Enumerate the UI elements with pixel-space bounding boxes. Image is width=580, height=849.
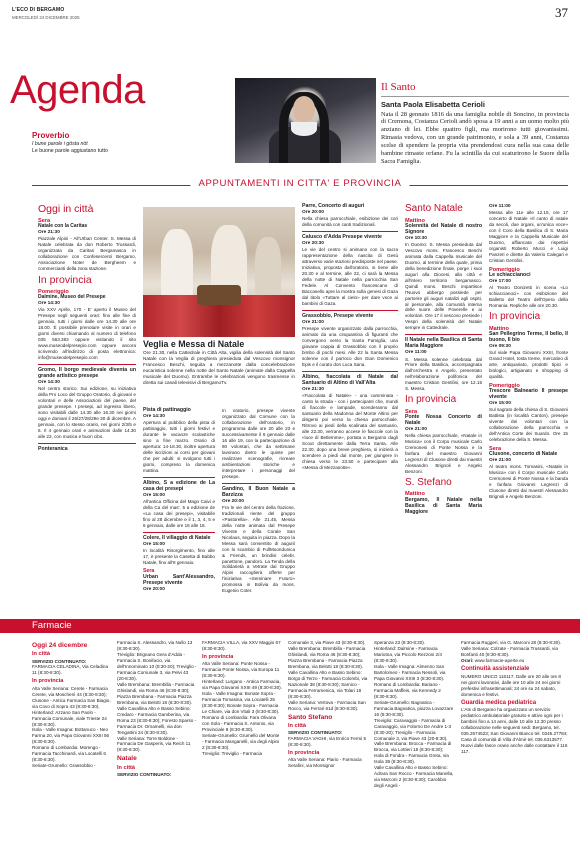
event-time: Ore 21:00 (489, 458, 511, 464)
event-text: Piazzale Alpini - All'Urban Center. S. Messa di Natale celebrata da don Roberto Trussardi, organizzata da Caritas Bergamasca in collaborazione con Confesercenti Bergamo, Associazione Noter de Bergheem e commercianti della zona stazione. (38, 236, 136, 271)
farmacie-entry: Valle Cavallina Alto e Basso Sebino: Adrara San Rocco - Farmacia Manella, via Marconi 2 (8:30-8:30); Carobbio degli Angeli - (374, 765, 454, 789)
time-heading: Pomeriggio (489, 382, 520, 389)
event-text: «Fiaccolata di Natale» - una camminata - canto la strada - con i partecipanti che, muniti di fiaccole e lampade, scenderanno dal santuario della Madonna del Monte Altino per dirigersi poi verso la chiesa parrocchiale. Ritrovo ai piedi della scalinata del santuario, alle 22.30, verranno accese le fiaccole con la «luce di Betlemme», portata a Bergamo dagli Scout direttamente dalla Terra Santa. Alle 22.30, dopo una breve preghiera, si inizierà a scendere a piedi dal monte, per giungere in chiesa verso le 23.50 e partecipare alla «Messa di Mezzanotte». (302, 393, 398, 470)
farmacie-entry: Valle Cavallina Alto e Basso Sebino: Credaro - Farmacia Gamberina, via Roma 23 (8:30-8:30); Foresto Sparso - Farmacia Dr. Ornamelli, via don Tengattini 24 (8:30-8:30). (117, 705, 197, 735)
event-title: Natale con la Caritas (38, 223, 88, 230)
event-title: Albino, fiaccolata di Natale dal Santuario di Altino di Vall'Alta (302, 374, 398, 386)
veglia-title: Veglia e Messa di Natale (143, 339, 245, 349)
event-text: Apertura al pubblico della pista di pattinaggio, tutti i giorni festivi e durante le vacanze scolastiche sino a fine marzo. Orario di apertura: 14-18.30, inoltre apertura delle iscrizioni ai corsi per giovani che per adulti: si svolgono tutti i giorni, compreso la domenica mattina. (143, 420, 215, 473)
proverbio-translation: Le buone parole aggiustano tutto (32, 147, 108, 154)
farmacie-entry: Seriate-Grumello: Bagnatica - Farmacia Bagnatica, piazza Lovazzare 16 (8:30-8:30). (374, 699, 454, 717)
appointments-band (32, 174, 568, 198)
section-heading: In provincia (489, 311, 541, 323)
saint-portrait-image (235, 78, 376, 163)
farmacie-orari-label: Orari: (461, 657, 474, 663)
farmacie-service: SERVIZIO CONTINUATO: (117, 771, 172, 777)
farmacie-entry: Hinterland: Azzano San Paolo - Farmacia Comunale, viale Trieste 24 (8:30-8:30). (32, 709, 107, 727)
agenda-column-4 (302, 204, 398, 473)
veglia-body: Ore 21.30, nella Cattedrale in Città Alta, vigilia della solennità del Santo Natale con la Veglia di preghiera presieduta dal Vescovo monsignor Francesco Beschi, seguita a mezzanotte dalla concelebrazione eucaristica solenne nella notte del Santo Natale (animate dalla Cappella musicale del Duomo). Entrambe le celebrazioni vengono trasmesse in diretta sui canali televisivi di BergamoTv. (143, 350, 295, 386)
event-time: Ore 11:00 (489, 204, 511, 209)
farmacie-entry: Valle Seriana: Colzate - Farmacia Trussardi, via Bonfanti 40 (8:30-8:30). (461, 645, 558, 657)
farmacie-entry: FARMACIA VILLA, via XXV Maggio 67 (8:30-8:30). (202, 640, 281, 651)
event-title: Ponteranica (38, 445, 68, 452)
event-title: Ponte Nossa Concerto di Natale (405, 413, 482, 426)
guardia-medica-heading: Guardia medica pediatrica (461, 699, 537, 706)
farmacie-entry: Valle Seriana: Torre Boldone - Farmacia De Gasperis, via Reich 11 (8:30-8:30). (117, 735, 191, 753)
agenda-column-3 (222, 408, 295, 596)
event-time: Ore 15:00 (489, 400, 511, 406)
farmacie-column-6 (461, 640, 568, 755)
event-time: Ore 14:30 (38, 300, 60, 306)
farmacie-entry: Alta Valle Seriana: Piario - Farmacia Serafini, via Monsignor (288, 757, 362, 769)
agenda-column-6 (489, 204, 568, 502)
farmacie-column-5 (374, 640, 454, 789)
farmacie-area: In città (117, 764, 136, 771)
farmacie-orari (461, 658, 568, 664)
event-text: Sul sagrato della chiesa di S. Giovanni Battista (in località Canton), presepe vivente dei volontari con la collaborazione della parrocchia e dell'Antica Corte dei Suardo. Ore 15 celebrazione della S. Messa. (489, 407, 568, 442)
guardia-medica-text: L'Ats di Bergamo ha organizzato un servizio pediatrico ambulatoriale gratuito e attivo ogni per i bambini fino a 14 anni, dalle 10 alle 12.30 presso collaborazione nelle seguenti sedi: Bergamo, tel. 035.2674523; San Giovanni Bianco tel. 0345.27784; Casa di comunità di Villa d'Almè tel. 035.6313577. Nuovi dalle fasce orarie anche dalle contattare il 116 117. (461, 707, 568, 755)
event-time: Ore 17:00 (489, 279, 511, 285)
event-title: Pista di pattinaggio (143, 407, 191, 413)
proverbio-box (32, 131, 207, 155)
event-text: Fra le vie del centro della frazione, tradizionali riente del gruppo «Pastorella». Alle 21.45, Messa della notte animata dal Presepe Vivente e della Corale San Nicolaus, seguita in piazza. Dopo la Messa sarà consentito di augurii con lo scambio di FullMoondunica & Friends, un brindisi celebr, panettone, pandoro. La Tenda della Solidarietà a Vetrate dal Gruppo Alpini raccoglierà offerte per l'iniziativa «Seminare Futuro» promossa in Bolivia da mons. Eugenio Coter. (222, 504, 295, 594)
time-heading: Pomeriggio (489, 266, 520, 273)
event-text: Al teatro mons. Tomasini, «Natale in Musica» con il Corpo musicale Carlo Cremonesi di Ponte Nossa e la banda e fanfara Giovanni Legrenzi di Clusone diretti dai maestri Alessandro Brignoli e Angelo Benzoni. (489, 464, 568, 500)
farmacie-entry: Valle Brembana: Brocca - Farmacia di Brocca, via Lottieri 18 (8:30-8:30); Isola di Fondra - Farmacia Greta, via Isola 38 (8:30-8:30). (374, 741, 452, 765)
time-heading: Sera (489, 445, 502, 452)
farmacie-entry: Isola - Valle Imagna: Bonate Sopra - Farmacia Tomasina, via Locatelli 25 (8:30-8:30); Bonate Sopra - Farmacia Le Chiare, via don Vitali 3 (8:30-8:30). (202, 691, 280, 714)
farmacie-entry: FARMACIA CELADINA, Via Celadina 11 (8:30-8:30). (32, 664, 108, 676)
farmacie-day: Oggi 24 dicembre (32, 642, 88, 649)
saint-heading: Il Santo (381, 81, 416, 93)
event-time: Ore 15:00 (143, 541, 165, 547)
farmacie-area: In città (32, 651, 51, 658)
time-heading: Mattino (489, 325, 509, 332)
farmacie-entry: Valle Brembana: Brembilla - Farmacia Ghislandi, via Roma 46 (8:30-8:30); Piazza Brembana - Farmacia Piazza Brembana, via Belotti 18 (8:30-8:30). (288, 645, 366, 669)
farmacie-entry: Romano di Lombardia: Fara Olivana con Sola - Farmacia S. Antonio, via Provinciale 8 (8:30-8:30). (202, 714, 277, 732)
farmacie-service: SERVIZIO CONTINUATO: (288, 730, 343, 736)
event-time: Ore 21:00 (405, 426, 427, 432)
continuita-text: NUMERO UNICO 116117. Dalle ore 20 alle ore 8 nei giorni lavorativi, dalle ore 10 alle 24 nei giorni prefestivi infrasettimanali; 24 ore su 24 sabato, domenica e festivi. (461, 673, 561, 697)
section-heading: In provincia (38, 273, 92, 286)
event-title: Trescore Balneario Il presepe vivente (489, 387, 568, 400)
section-title: Agenda (10, 68, 145, 112)
farmacie-entry: Hinterland: Lurgano - Antica Farmacia, via Papa Giovanni XXIII 49 (8:30-8:30). (202, 679, 282, 691)
event-text: Nella chiesa parrocchiale, «Natale in Musica» con il Corpo musicale Carlo Cremonesi di Ponte Nossa e la fanfara del maestro Giovanni Legrenzi di Clusone diretti dai maestri Alessandro Brignoli e Angelo Benzoni. (405, 433, 482, 474)
farmacie-entry: FARMACIA VAGHI, via Enrico Fermi 5 (8:30-8:30). (288, 736, 367, 748)
agenda-column-1 (38, 204, 136, 453)
event-title: Bergamo, Il Natale nella Basilica di Santa Maria Maggiore (405, 496, 482, 515)
event-title: Calusco d'Adda Presepe vivente (302, 234, 382, 241)
nativity-photo (143, 207, 295, 337)
farmacie-entry: Romano di Lombardia: Bariano - Farmacia Maffeis, via Kennedy 2 (8:30-8:30). (374, 681, 441, 699)
event-text: Messa alle 11e alle 12.15, ore 17 concerto di Natale «Il canto di natale da secoli, due organi, un'unica voce» con il Coro della Basilica di S. Maria Maggiore e la Cappella Musicale del Duomo, affiancata dai rispettivi organisti Roberto Mucci e Luigi Panzeri e dirette da Valerio Calegari e Cristian Gentilini. (489, 210, 568, 263)
event-time: Ore 20:00 (222, 498, 244, 504)
farmacie-entry: Treviglio: Treviglio - Farmacia (202, 750, 263, 756)
event-title: Gandino, Il Buon Natale a Barzizza (222, 485, 295, 498)
event-title: Albino, S a edizione de La casa dei presepi (143, 479, 215, 492)
section-heading: Santo Natale (405, 203, 463, 214)
farmacie-entry: Romano di Lombardia: Morengo - Farmacia Tacchinardi, via Locatelli 6 (8:30-8:30). (32, 745, 106, 763)
time-heading: Sera (38, 218, 51, 225)
saint-box (381, 79, 569, 166)
event-title: San Pellegrino Terme, Il bello, Il buono, Il bio (489, 330, 568, 343)
event-title: Dalmine, Museo del Presepe (38, 294, 106, 301)
event-text: Presepe vivente organizzato dalla parrocchia, animato da una cinquantina di figuranti che convergono verso la Santa Famiglia, una giovane coppia di Grassobbio con il proprio bimbo di pochi mesi. Alle 22 la Santa Messa solenne con il parroco don Gian Domenico Epis e il curato don Luca Sana. (302, 326, 398, 368)
time-heading: Pomeriggio (38, 288, 69, 295)
proverbio-dialect: I bune parole i gösta nöt (32, 141, 88, 148)
event-time: Ore 14:30 (143, 413, 165, 419)
farmacie-title: Farmacie (32, 620, 72, 631)
continuita-heading: Continuità assistenziale (461, 665, 530, 672)
newspaper-name: L'ECO DI BERGAMO (12, 7, 65, 13)
farmacie-area: In provincia (288, 750, 320, 757)
farmacie-entry: Treviglio: Brignano Gera d'Adda - Farmacia S. Bonifacio, via dell'Innominato 10 (8:30-20); Treviglio - Farmacia Comunale 3, via Pelvi 43 (20-8:30). (117, 651, 197, 681)
section-heading: In provincia (405, 394, 457, 406)
event-time: Ore 11:00 (405, 350, 427, 356)
event-time: Ore 15:00 (143, 492, 165, 498)
farmacie-column-2 (117, 640, 197, 778)
event-text: In oratorio, presepe vivente organizzato dal Comune con la collaborazione dell'oratorio, in programma dalle ore 20 alle 23 e successivamente il 6 gennaio dalle 16 alle 19, con la partecipazione di 80 volontari, che da settimane lavorano dietro le quinte per realizzare scenografie, ricreare ambientazioni storiche e interpretare i personaggi del presepe. (222, 408, 295, 479)
event-text: In Duomo: S. Messa presieduta dal Vescovo mons. Francesco Beschi animata dalla Cappella musicale del Duomo, al termine della quale, prima della benedizione finale, porge i suoi auguri alla Diocesi, alla città e all'intero territorio bergamasco. Quindi mons. Beschi impartisce l'Nuovo abbergo possiede per partorire gli auguri natalizi agli ospiti, al personale, alla comunità interna delle suore delle Poverelle e ai volontari. Ore 17 il vescovo presiede i Vespri della solennità del Natale sempre in Cattedrale. (405, 241, 482, 331)
event-text: Al Teatro Donizetti in scena «Lo schiaccianoci» con esibizione del Balletto del Teatro dell'Opera della Romania. Repliche alle ore 20.30. (489, 285, 568, 309)
event-time: Ore 10:30 (405, 235, 427, 241)
event-text: Le vie del centro si animano con la sacra rappresentazione della nascita di Gesù attraverso varie stazioni predisposte nel paese. Iniziativa, proposta dall'oratorio, si tiene alle 20.30 e al termine, alle 22, ci sarà la Messa della notte di Natale nella parrocchia San Fedele. Al Convento francescano di Baccanello apre la mostra sulla genesi di Gaza dal titolo «Tuttare al cielo» per dare voce ai bambini di Gaza. (302, 247, 399, 307)
saint-name: Santa Paola Elisabetta Cerioli (381, 100, 485, 110)
event-time: Ore 14:30 (38, 379, 60, 385)
event-time: Ore 09:30 (489, 343, 511, 349)
agenda-column-5 (405, 204, 482, 515)
farmacie-entry: Hinterland: Dalmine - Farmacia Mariotna, via Piccolo Rezzoni 2/4 (8:30-8:30). (374, 645, 442, 663)
issue-date: MERCOLEDÌ 24 DICEMBRE 2025 (12, 14, 80, 20)
event-time: Ore 20:30 (302, 241, 324, 247)
time-heading: Sera (405, 408, 418, 415)
farmacie-entry: Treviglio: Caravaggio - Farmacia di Caravaggio, via Folorno De Andre 1-3 (8:30-20); Treviglio - Farmacia Comunale 3, via Piave 43 (20-8:30). (374, 717, 452, 741)
page-number: 37 (555, 5, 568, 20)
saint-body: Nata il 28 gennaio 1816 da una famiglia nobile di Soncino, in provincia di Cremona, Costanza Cerioli andò sposa a 19 anni a un uomo molto più anziano di lei. Ebbe quattro figli, ma morirono tutti giovanissimi. Rimasta vedova, con un grande patrimonio, e sola a 39 anni, Costanza scelse di spendere la propria vita prendendosi cura nella sua casa delle bambine rimaste orfane. Fu la scintilla da cui scaturirono le Suore della Sacra Famiglia. (381, 110, 569, 165)
farmacie-orari-link[interactable]: www.farmacie-aperte.eu (474, 657, 525, 663)
event-time: Ore 20:00 (143, 586, 165, 592)
farmacie-entry: Comunale 3, via Piave 43 (8:30-8:30). (288, 640, 366, 645)
event-time: Ore 21:00 (302, 320, 324, 325)
event-title: Parre, Concerto di auguri (302, 203, 365, 209)
farmacie-entry: Isola - Valle Imagna: Bottanuco - Neo Farma 20, via Papa Giovanni XXIII 56 (8:30-8:30). (32, 727, 110, 745)
event-text: In località Risorgimento, fino alle 17, è presente la Casetta di Babbo Natale, fino all'8 gennaio. (143, 548, 215, 566)
section-heading: S. Stefano (405, 476, 452, 488)
masthead (12, 7, 568, 23)
farmacie-day: Natale (117, 755, 137, 763)
event-time: Ore 21:30 (302, 386, 324, 392)
event-title: Il Natale nella Basilica di Santa Maria Maggiore (405, 337, 482, 350)
farmacie-entry: Farmacia S. Alessandro, via Nullo 13 (8:30-8:30). (117, 640, 193, 651)
farmacie-column-4 (288, 640, 368, 769)
farmacie-entry: Speranza 23 (8:30-8:30). (374, 640, 426, 645)
event-title: Grassobbio, Presepe vivente (302, 313, 374, 320)
farmacie-day: Santo Stefano (288, 713, 333, 721)
event-text: Via XXV Aprile, 170 - E' aperto il Museo del Presepe negli seguenti orari: fino alle fine di gennaio, tutti i giorni dalle ore 14.30 alle ore 18.00. È possibile prenotare visite in orari e giorni diversi chiamando al numero di telefono 035 563.383 oppure visitando il sito www.museodelpresepio.com oppure ancora scrivendo all'indirizzo di posta elettronica: info@museodelpresepio.com (38, 307, 136, 360)
farmacie-entry: Valle Cavallina Alto e Basso Sebino: Borgo di Terzo - Farmacia Colombi, via Nazionale 38 (8:30-8:30); Sarnico - Farmacia Ferramenica, via Tolari 18 (8:30-8:30). (288, 669, 368, 699)
farmacie-column-1 (32, 640, 112, 769)
event-text: All'antica Officina del Mago Caivi e della Ca del mas'. 5 a edizione de «La casa dei presepi», visitabile fino al 28 dicembre e il 1, 3, 4, 5 e 6 gennaio, dalle ore 15 alle 18. (143, 499, 215, 528)
farmacie-entry: Farmacia Ruggeri, via G. Marconi 28 (8:30-8:30). (461, 640, 562, 645)
farmacie-entry: Alta Valle Seriana: Ponte Nossa - Farmacia Ponte Nossa, via Europa 11 (8:30-8:30). (202, 661, 280, 679)
time-heading: Mattino (405, 217, 425, 224)
event-title: Urban Sant'Alessandro, Presepe vivente (143, 573, 215, 586)
proverbio-title: Proverbio (32, 131, 70, 140)
appointments-band-label: APPUNTAMENTI IN CITTA' E PROVINCIA (190, 178, 409, 190)
farmacie-entry: Alta Valle Seriana: Cerete - Farmacia Cerete, via Moschenì 44 (8:30-8:30); Clusone - Antica Farmacia San Biagio, via Covo di Sopra 43 (8:30-8:30). (32, 685, 111, 709)
event-title: Solennità del Natale di nostro Signore (405, 222, 482, 235)
event-time: Ore 21:30 (38, 229, 60, 235)
farmacie-area: In provincia (32, 678, 64, 685)
event-title: Gromo, Il borgo medievale diventa un grande artistico presepe (38, 366, 136, 379)
farmacie-entry: Isola - Valle Imagna: Almenno San Bartolomeo - Farmacia Nessoli, via Papa Giovanni XXIII 3 (8:30-8:30). (374, 663, 446, 681)
farmacie-service: SERVIZIO CONTINUATO: (32, 658, 87, 664)
farmacie-banner (0, 619, 580, 633)
farmacie-entry: Seriate-Grumello: Grumello del Monte - Farmacia Manganelli, via degli Alpini 2 (8:30-8:30). (202, 732, 280, 750)
event-title: Clusone, concerto di Natale (489, 451, 558, 458)
event-title: Le schiaccianoci (489, 272, 531, 279)
agenda-column-2 (143, 408, 215, 593)
farmacie-column-3 (202, 640, 282, 757)
farmacie-entry: Seriate-Grumello: Grassobbio - (32, 763, 96, 769)
farmacie-area: In città (288, 722, 307, 729)
event-text: Nella chiesa parrocchiale, esibizione dei cori della comunità con canti tradizionali. (302, 216, 398, 228)
farmacie-area: In provincia (202, 653, 234, 660)
section-heading: Oggi in città (38, 203, 94, 215)
event-text: Sul viale Papa Giovanni XXIII, fronte Grand Hotel, tosta treme, mercatino di arte, antiquariato, prodotti tipici e biologici, artigianato e shopping di qualità. (489, 349, 568, 379)
farmacie-entry: Valle Brembana: Brembilla - Farmacia Ghislandi, via Roma 46 (8:30-8:30); Piazza Brembana - Farmacia Piazza Brembana, via Belotti 18 (8:30-8:30). (117, 681, 195, 705)
event-text: Nel centro storico. Sui edizione, su iniziativa della Pro Loco del Gruppo Oratorio, di giovani e volontari e delle Associazioni del paese, del grande presepe. I presepi, ad ingresso libero, sono visitabili dalle 14.30 alle 16.30 nei giorni oggi e domani il 26/27/28/29e 30 di dicembre. A gennaio, con lo stesso orario, nei giorni 2/3/5 e 6. Il 4 gennaio orari e animazioni dalle 14.30 alle 22, con musica e buon cibo. (38, 385, 136, 439)
event-text: S. Messa solenne celebrata dal Priore della Basilica, accompagnata dall'orchestra e Angelo, presentato nell'elaborazione polifonica del maestro Cristian Gentilini, ore 12.15 S. Messa. (405, 356, 482, 392)
time-heading: Mattino (405, 491, 425, 498)
farmacie-entry: Valle Seriana: Vertova - Farmacia San Rocco, via Ferrari 61d (8:30-8:30). (288, 699, 366, 711)
time-heading: Sera (143, 568, 155, 575)
event-title: Colere, Il villaggio di Natale (143, 534, 211, 541)
event-time: Ore 20:00 (302, 209, 324, 215)
